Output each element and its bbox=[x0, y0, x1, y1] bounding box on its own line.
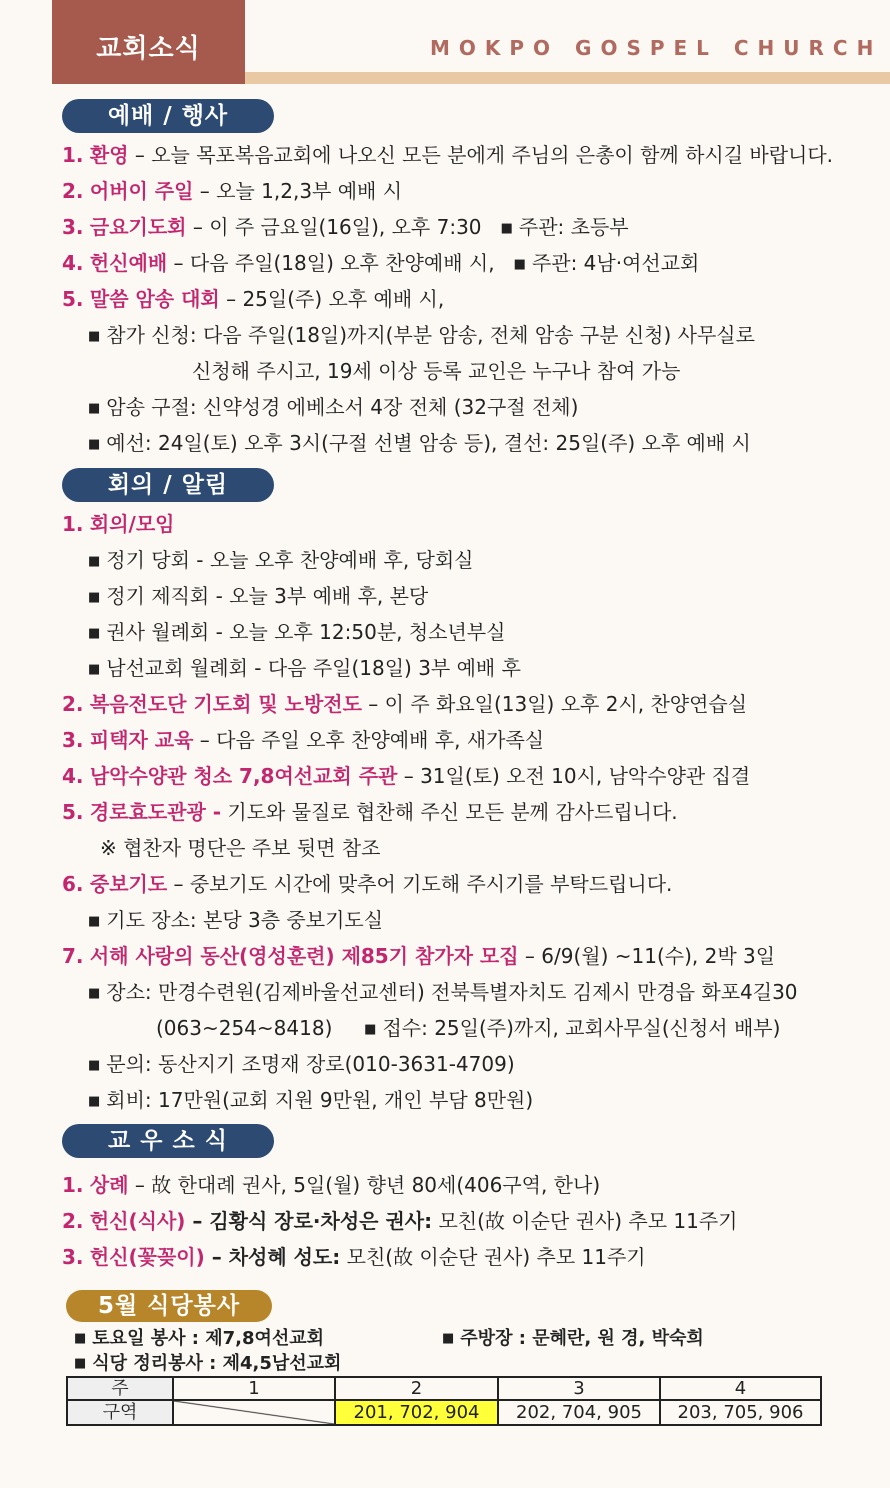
members-item-2: 2. 헌신(식사) – 김황식 장로·차성은 권사: 모친(故 이순단 권사) 추모 11주기 bbox=[62, 1209, 738, 1233]
meal-saturday: ■ 토요일 봉사 : 제7,8여선교회 bbox=[74, 1328, 325, 1349]
section-members-pill: 교 우 소 식 bbox=[62, 1124, 274, 1158]
section-meal-pill: 5월 식당봉사 bbox=[66, 1290, 272, 1322]
header-subtitle: MOKPO GOSPEL CHURCH bbox=[430, 36, 883, 60]
table-cell-highlight: 201, 702, 904 bbox=[335, 1400, 498, 1425]
worship-sub-3: ■ 예선: 24일(토) 오후 3시(구절 선별 암송 등), 결선: 25일(주) 오후 예배 시 bbox=[88, 431, 751, 455]
meeting-item-7-sub-1b: (063~254~8418) ■ 접수: 25일(주)까지, 교회사무실(신청서 배부) bbox=[156, 1016, 781, 1040]
worship-item-4: 4. 헌신예배 – 다음 주일(18일) 오후 찬양예배 시, ■ 주관: 4남·여선교회 bbox=[62, 251, 700, 275]
meal-kitchen: ■ 주방장 : 문혜란, 원 경, 박숙희 bbox=[442, 1328, 704, 1349]
meeting-sub-2: ■ 정기 제직회 - 오늘 3부 예배 후, 본당 bbox=[88, 584, 429, 608]
table-header-cell: 3 bbox=[498, 1377, 660, 1400]
table-row-label: 구역 bbox=[67, 1400, 173, 1425]
meeting-item-5-note: ※ 협찬자 명단은 주보 뒷면 참조 bbox=[100, 836, 381, 860]
worship-item-5: 5. 말씀 암송 대회 – 25일(주) 오후 예배 시, bbox=[62, 287, 445, 311]
table-header-cell: 1 bbox=[173, 1377, 335, 1400]
table-row bbox=[67, 1400, 821, 1425]
header-strip bbox=[245, 72, 890, 84]
meal-cleaning: ■ 식당 정리봉사 : 제4,5남선교회 bbox=[74, 1353, 342, 1374]
header-title-box bbox=[52, 0, 245, 84]
meeting-sub-4: ■ 남선교회 월례회 - 다음 주일(18일) 3부 예배 후 bbox=[88, 656, 521, 680]
worship-item-2: 2. 어버이 주일 – 오늘 1,2,3부 예배 시 bbox=[62, 179, 403, 203]
table-row bbox=[67, 1377, 821, 1400]
table-cell: 202, 704, 905 bbox=[498, 1400, 660, 1425]
meeting-sub-1: ■ 정기 당회 - 오늘 오후 찬양예배 후, 당회실 bbox=[88, 548, 474, 572]
worship-sub-2: ■ 암송 구절: 신약성경 에베소서 4장 전체 (32구절 전체) bbox=[88, 395, 579, 419]
meeting-item-7: 7. 서해 사랑의 동산(영성훈련) 제85기 참가자 모집 – 6/9(월) ~11(수), 2박 3일 bbox=[62, 944, 776, 968]
meeting-sub-3: ■ 권사 월례회 - 오늘 오후 12:50분, 청소년부실 bbox=[88, 620, 506, 644]
worship-item-3: 3. 금요기도회 – 이 주 금요일(16일), 오후 7:30 ■ 주관: 초등부 bbox=[62, 215, 629, 239]
table-cell: 203, 705, 906 bbox=[660, 1400, 821, 1425]
table-header-week: 주 bbox=[67, 1377, 173, 1400]
meeting-item-2: 2. 복음전도단 기도회 및 노방전도 – 이 주 화요일(13일) 오후 2시, 찬양연습실 bbox=[62, 692, 748, 716]
section-meeting-pill: 회의 / 알림 bbox=[62, 468, 274, 502]
meeting-item-6: 6. 중보기도 – 중보기도 시간에 맞추어 기도해 주시기를 부탁드립니다. bbox=[62, 872, 673, 896]
header-title: 교회소식 bbox=[96, 34, 201, 64]
table-header-cell: 2 bbox=[335, 1377, 498, 1400]
meeting-item-4: 4. 남악수양관 청소 7,8여선교회 주관 – 31일(토) 오전 10시, 남악수양관 집결 bbox=[62, 764, 751, 788]
worship-item-1: 1. 환영 – 오늘 목포복음교회에 나오신 모든 분에게 주님의 은총이 함께 하시길 바랍니다. bbox=[62, 143, 834, 167]
table-cell-empty bbox=[173, 1400, 335, 1425]
members-item-3: 3. 헌신(꽃꽂이) – 차성혜 성도: 모친(故 이순단 권사) 추모 11주기 bbox=[62, 1245, 646, 1269]
worship-sub-1b: 신청해 주시고, 19세 이상 등록 교인은 누구나 참여 가능 bbox=[192, 359, 681, 383]
worship-sub-1: ■ 참가 신청: 다음 주일(18일)까지(부분 암송, 전체 암송 구분 신청) 사무실로 bbox=[88, 323, 755, 347]
meeting-item-1: 1. 회의/모임 bbox=[62, 512, 175, 536]
meeting-item-7-sub-3: ■ 회비: 17만원(교회 지원 9만원, 개인 부담 8만원) bbox=[88, 1088, 534, 1112]
meeting-item-6-sub: ■ 기도 장소: 본당 3층 중보기도실 bbox=[88, 908, 384, 932]
members-item-1: 1. 상례 – 故 한대례 권사, 5일(월) 향년 80세(406구역, 한나) bbox=[62, 1173, 601, 1197]
table-header-cell: 4 bbox=[660, 1377, 821, 1400]
section-worship-pill: 예배 / 행사 bbox=[62, 99, 274, 133]
meeting-item-3: 3. 피택자 교육 – 다음 주일 오후 찬양예배 후, 새가족실 bbox=[62, 728, 545, 752]
meeting-item-7-sub-1: ■ 장소: 만경수련원(김제바울선교센터) 전북특별자치도 김제시 만경읍 화포4길30 bbox=[88, 980, 798, 1004]
meal-schedule-table bbox=[66, 1376, 822, 1426]
meeting-item-5: 5. 경로효도관광 - 기도와 물질로 협찬해 주신 모든 분께 감사드립니다. bbox=[62, 800, 678, 824]
meeting-item-7-sub-2: ■ 문의: 동산지기 조명재 장로(010-3631-4709) bbox=[88, 1052, 515, 1076]
